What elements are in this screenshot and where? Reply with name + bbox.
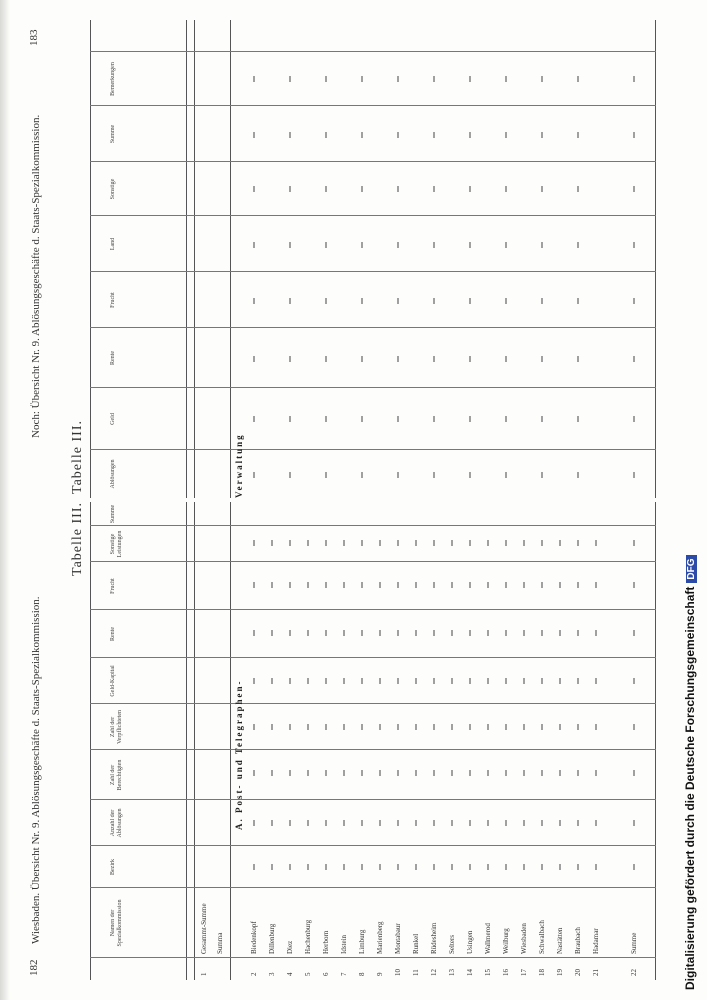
right-table-title: Tabelle III. (70, 420, 85, 494)
cell-dashes (90, 20, 656, 498)
column-header: Bezirk (110, 859, 116, 875)
row-label: Usingen (466, 930, 474, 954)
right-page-header: Noch: Übersicht Nr. 9. Ablösungsgeschäfte d. Staats-Spezialkommission. (30, 114, 42, 438)
left-page-number: 182 (28, 959, 40, 976)
row-number: 20 (574, 969, 582, 976)
column-header: Zahl der Verpflichteten (110, 710, 123, 744)
column-header: Rente (110, 351, 116, 365)
row-label: Hachenburg (304, 919, 312, 954)
row-label: Hadamar (592, 928, 600, 954)
row-label: Dillenburg (268, 923, 276, 954)
row-number: 17 (520, 969, 528, 976)
row-number: 19 (556, 969, 564, 976)
left-page-header: Wiesbaden. Übersicht Nr. 9. Ablösungsgeschäfte d. Staats-Spezialkommission. (30, 596, 42, 944)
watermark-text: Digitalisierung gefördert durch die Deutsche Forschungsgemeinschaft (683, 586, 697, 990)
row-label: Limburg (358, 929, 366, 954)
right-table (90, 20, 656, 498)
row-label: Weilburg (502, 928, 510, 954)
row-number: 21 (592, 969, 600, 976)
row-number: 22 (630, 969, 638, 976)
row-label: Summe (630, 932, 638, 954)
row-number: 9 (376, 972, 384, 976)
column-header: Namen der Spezialkommission (110, 899, 123, 947)
row-number: 2 (250, 972, 258, 976)
totals-label: Summa (216, 932, 224, 954)
row-number: 12 (430, 969, 438, 976)
left-table (90, 502, 656, 980)
column-header: Frucht (110, 292, 116, 308)
left-table-title: Tabelle III. (70, 502, 85, 576)
row-number: 6 (322, 972, 330, 976)
row-label: Montabaur (394, 923, 402, 954)
column-header: Ablösungen (110, 459, 116, 489)
right-page-number: 183 (28, 29, 40, 46)
row-number: 4 (286, 972, 294, 976)
dfg-watermark (683, 0, 701, 1000)
column-header: Zahl der Berechtigten (110, 759, 123, 791)
row-number: 5 (304, 972, 312, 976)
rotated-spread (24, 20, 664, 980)
row-label: Selters (448, 934, 456, 954)
row-number: 14 (466, 969, 474, 976)
column-header: Sonstige (110, 178, 116, 200)
row-number: 18 (538, 969, 546, 976)
page-edge-shadow (0, 0, 10, 1000)
row-label: Marienberg (376, 921, 384, 954)
row-label: Idstein (340, 934, 348, 954)
section-label: Verwaltung (234, 433, 244, 498)
row-number: 11 (412, 969, 420, 976)
row-number: 15 (484, 969, 492, 976)
cell-dashes (90, 502, 656, 980)
row-number: 16 (502, 969, 510, 976)
section-label: A. Post- und Telegraphen- (234, 679, 244, 830)
row-label: Diez (286, 940, 294, 954)
row-label: Wiesbaden (520, 923, 528, 954)
column-header: Bemerkungen (110, 62, 116, 96)
row-label: Gesammt-Summe (200, 903, 208, 954)
row-number: 3 (268, 972, 276, 976)
row-number: 10 (394, 969, 402, 976)
row-label: Nastätten (556, 927, 564, 954)
row-number: 7 (340, 972, 348, 976)
right-page (24, 20, 664, 498)
row-label: Wallmerod (484, 923, 492, 954)
column-header: Geld (110, 413, 116, 425)
column-header: Land (110, 237, 116, 251)
row-number: 8 (358, 972, 366, 976)
column-header: Summe (110, 124, 116, 144)
dfg-logo-icon: DFG (686, 555, 697, 582)
row-number: 13 (448, 969, 456, 976)
column-header: Anzahl der Ablösungen (110, 808, 123, 838)
row-label: Braubach (574, 927, 582, 954)
row-label: Rüdesheim (430, 922, 438, 954)
column-header: Rente (110, 627, 116, 641)
left-page (24, 502, 664, 980)
column-header: Geld-Kapital (110, 665, 116, 697)
row-label: Runkel (412, 933, 420, 954)
watermark-text-container (683, 10, 697, 990)
column-header: Summe (110, 504, 116, 524)
column-header: Sonstige Leistungen (110, 530, 123, 558)
column-header: Frucht (110, 578, 116, 594)
row-label: Biedenkopf (250, 921, 258, 954)
row-number: 1 (200, 972, 208, 976)
row-label: Herborn (322, 930, 330, 954)
row-label: Schwalbach (538, 920, 546, 954)
